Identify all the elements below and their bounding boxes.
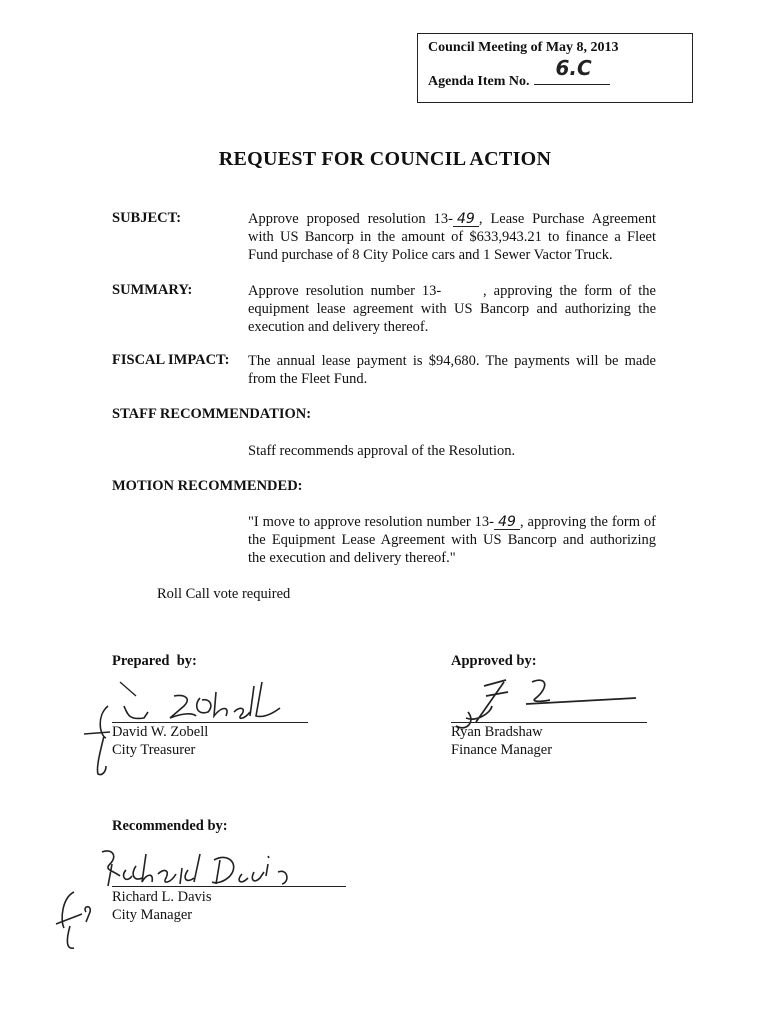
prepared-label: Prepared by:	[112, 653, 197, 669]
subject-number: 49	[453, 212, 479, 227]
agenda-value: 6.C	[555, 56, 592, 80]
meeting-date: Council Meeting of May 8, 2013	[428, 40, 619, 55]
staff-recommendation-label: STAFF RECOMMENDATION:	[112, 406, 312, 422]
motion-part1: "I move to approve resolution number 13-	[248, 514, 494, 530]
recommended-label: Recommended by:	[112, 818, 228, 834]
subject-part2: , Lease Purchase Agreement with US Bancorp in the amount of $633,943.21 to finance a Fleet Fund purchase of 8 City Police cars and 1 Sewer Vactor Truck.	[248, 211, 657, 263]
recommended-name: Richard L. Davis	[112, 889, 212, 905]
recommended-role: City Manager	[112, 907, 193, 923]
roll-call-note: Roll Call vote required	[157, 586, 291, 602]
prepared-role: City Treasurer	[112, 742, 196, 758]
motion-text	[248, 513, 656, 567]
approved-label: Approved by:	[451, 653, 537, 669]
approved-role: Finance Manager	[451, 742, 553, 758]
agenda-blank	[534, 56, 610, 85]
fiscal-impact-text: The annual lease payment is $94,680. The payments will be made from the Fleet Fund.	[248, 353, 656, 387]
agenda-item	[428, 56, 610, 90]
subject-label: SUBJECT:	[112, 210, 182, 226]
approved-name: Ryan Bradshaw	[451, 724, 543, 740]
fiscal-impact-label: FISCAL IMPACT:	[112, 352, 230, 368]
summary-text: Approve resolution number 13- , approving the form of the equipment lease agreement with US Bancorp and authorizing the execution and delivery thereof.	[248, 283, 660, 335]
motion-part2: , approving the form of the Equipment Lease Agreement with US Bancorp and authorizing the execution and delivery thereof."	[248, 514, 656, 566]
recommended-signature-line	[112, 886, 346, 887]
agenda-label: Agenda Item No.	[428, 74, 530, 89]
subject-part1: Approve proposed resolution 13-	[248, 211, 453, 227]
motion-label: MOTION RECOMMENDED:	[112, 478, 303, 494]
meeting-info-box	[417, 33, 693, 103]
staff-recommendation-text: Staff recommends approval of the Resolution.	[248, 443, 516, 459]
motion-number: 49	[494, 515, 520, 530]
subject-text	[248, 210, 656, 264]
page-title: REQUEST FOR COUNCIL ACTION	[218, 148, 552, 170]
summary-label: SUMMARY:	[112, 282, 193, 298]
prepared-name: David W. Zobell	[112, 724, 209, 740]
